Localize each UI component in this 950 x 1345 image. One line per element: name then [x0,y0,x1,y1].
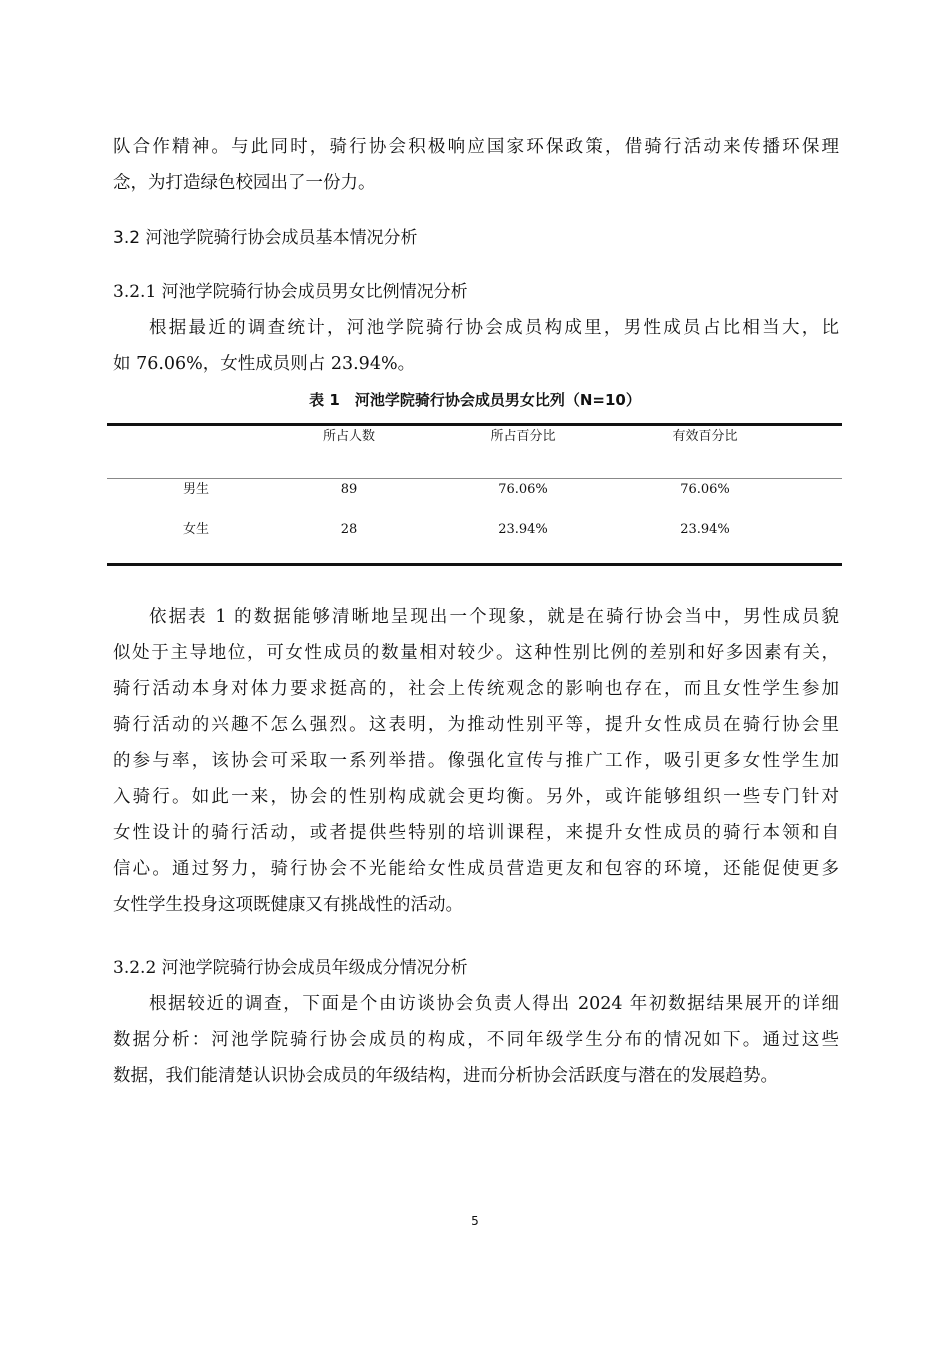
page-number: 5 [471,1214,479,1228]
table-row-label: 男生 [182,482,210,497]
paragraph-line: 骑行活动的兴趣不怎么强烈。这表明，为推动性别平等，提升女性成员在骑行协会里 [113,715,839,735]
table-cell: 89 [340,482,358,497]
table-header-cell: 有效百分比 [672,429,738,444]
subsection-heading-3-2-2: 3.2.2 河池学院骑行协会成员年级成分情况分析 [113,958,468,978]
table-cell: 28 [340,522,358,537]
table-row-label: 女生 [182,522,210,537]
paragraph-line: 根据最近的调查统计，河池学院骑行协会成员构成里，男性成员占比相当大，比 [149,318,839,338]
table-cell: 76.06% [680,482,730,497]
paragraph-line: 队合作精神。与此同时，骑行协会积极响应国家环保政策，借骑行活动来传播环保理 [113,137,839,157]
paragraph-line: 依据表 1 的数据能够清晰地呈现出一个现象，就是在骑行协会当中，男性成员貌 [149,607,839,627]
paragraph-line: 女性学生投身这项既健康又有挑战性的活动。 [113,895,463,915]
paragraph-line: 似处于主导地位，可女性成员的数量相对较少。这种性别比例的差别和好多因素有关， [113,643,839,663]
table-caption: 表 1 河池学院骑行协会成员男女比列（N=10） [309,391,641,409]
paragraph-line: 数据分析：河池学院骑行协会成员的构成，不同年级学生分布的情况如下。通过这些 [113,1030,839,1050]
table-header-cell: 所占人数 [322,429,376,444]
table-cell: 76.06% [498,482,548,497]
paragraph-line: 念，为打造绿色校园出了一份力。 [113,173,376,193]
paragraph-line: 女性设计的骑行活动，或者提供些特别的培训课程，来提升女性成员的骑行本领和自 [113,823,839,843]
paragraph-line: 的参与率，该协会可采取一系列举措。像强化宣传与推广工作，吸引更多女性学生加 [113,751,839,771]
paragraph-line: 数据，我们能清楚认识协会成员的年级结构，进而分析协会活跃度与潜在的发展趋势。 [113,1066,778,1086]
paragraph-line: 入骑行。如此一来，协会的性别构成就会更均衡。另外，或许能够组织一些专门针对 [113,787,839,807]
subsection-heading-3-2-1: 3.2.1 河池学院骑行协会成员男女比例情况分析 [113,282,468,302]
table-cell: 23.94% [680,522,730,537]
table-top-rule [107,423,842,426]
paragraph-line: 骑行活动本身对体力要求挺高的，社会上传统观念的影响也存在，而且女性学生参加 [113,679,839,699]
paragraph-line: 信心。通过努力，骑行协会不光能给女性成员营造更友和包容的环境，还能促使更多 [113,859,839,879]
paragraph-line: 如 76.06%，女性成员则占 23.94%。 [113,354,416,374]
table-header-cell: 所占百分比 [490,429,556,444]
table-cell: 23.94% [498,522,548,537]
section-heading-3-2: 3.2 河池学院骑行协会成员基本情况分析 [113,228,418,248]
table-header-rule [107,478,842,479]
paragraph-line: 根据较近的调查，下面是个由访谈协会负责人得出 2024 年初数据结果展开的详细 [149,994,839,1014]
table-bottom-rule [107,563,842,566]
